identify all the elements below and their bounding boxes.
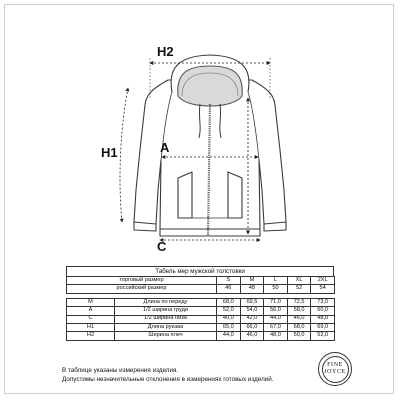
size-row-label: российский размер — [67, 285, 217, 293]
measure-value: 46,0 — [287, 315, 311, 323]
measure-value: 68,0 — [217, 298, 241, 306]
size-chart — [66, 266, 334, 341]
measure-value: 56,0 — [264, 307, 288, 315]
measure-value: 65,0 — [217, 323, 241, 331]
label-a: A — [160, 140, 170, 155]
size-cell: 52 — [287, 285, 311, 293]
measure-value: 72,5 — [287, 298, 311, 306]
size-chart-title: Табель мер мужской толстовки — [66, 266, 334, 276]
measure-name: Длина рукава — [115, 323, 217, 331]
measure-value: 69,5 — [240, 298, 264, 306]
measure-name: Ширина плеч — [115, 332, 217, 340]
table-row — [67, 332, 335, 340]
measure-value: 60,0 — [311, 307, 335, 315]
measure-value: 52,0 — [217, 307, 241, 315]
size-row-russian — [67, 285, 335, 293]
table-row — [67, 298, 335, 306]
size-row-label: торговый размер — [67, 277, 217, 285]
hoodie-drawing — [134, 55, 286, 236]
measure-name: 1/2 ширина груди — [115, 307, 217, 315]
notes — [62, 366, 312, 384]
label-h2: H2 — [157, 44, 174, 59]
measure-code: A — [67, 307, 115, 315]
measure-value: 52,0 — [311, 332, 335, 340]
logo-text-line1: FINE — [327, 362, 343, 368]
measure-value: 66,0 — [240, 323, 264, 331]
measure-value: 40,0 — [217, 315, 241, 323]
brand-logo — [318, 352, 352, 386]
measure-name: Длина по переду — [115, 298, 217, 306]
note-line: В таблице указаны измерения изделия. — [62, 367, 179, 374]
measure-value: 48,0 — [264, 332, 288, 340]
table-row — [67, 323, 335, 331]
size-cell: 54 — [311, 285, 335, 293]
logo-ring — [322, 356, 349, 383]
note-line: Допустимы незначительные отклонения в измерениях готовых изделий. — [62, 376, 274, 383]
size-cell: 2XL — [311, 277, 335, 285]
size-cell: 46 — [217, 285, 241, 293]
measure-value: 71,0 — [264, 298, 288, 306]
measure-value: 48,0 — [311, 315, 335, 323]
measure-value: 58,0 — [287, 307, 311, 315]
size-table — [66, 276, 335, 341]
size-cell: 50 — [264, 285, 288, 293]
size-cell: L — [264, 277, 288, 285]
measure-value: 44,0 — [217, 332, 241, 340]
measure-code: M — [67, 298, 115, 306]
measure-value: 54,0 — [240, 307, 264, 315]
size-cell: XL — [287, 277, 311, 285]
measure-value: 69,0 — [311, 323, 335, 331]
measure-code: H1 — [67, 323, 115, 331]
measure-value: 44,0 — [264, 315, 288, 323]
measure-value: 46,0 — [240, 332, 264, 340]
logo-text-line2: JOYCE — [324, 369, 346, 375]
size-cell: S — [217, 277, 241, 285]
measure-value: 50,0 — [287, 332, 311, 340]
label-h1: H1 — [101, 145, 118, 160]
table-row — [67, 315, 335, 323]
measure-code: C — [67, 315, 115, 323]
measure-value: 42,0 — [240, 315, 264, 323]
table-row — [67, 307, 335, 315]
size-cell: 48 — [240, 285, 264, 293]
measure-code: H2 — [67, 332, 115, 340]
measure-value: 67,0 — [264, 323, 288, 331]
measure-value: 73,0 — [311, 298, 335, 306]
size-cell: M — [240, 277, 264, 285]
label-c: C — [157, 239, 167, 254]
size-row-trade — [67, 277, 335, 285]
measure-name: 1/2 ширина низа — [115, 315, 217, 323]
measure-value: 68,0 — [287, 323, 311, 331]
